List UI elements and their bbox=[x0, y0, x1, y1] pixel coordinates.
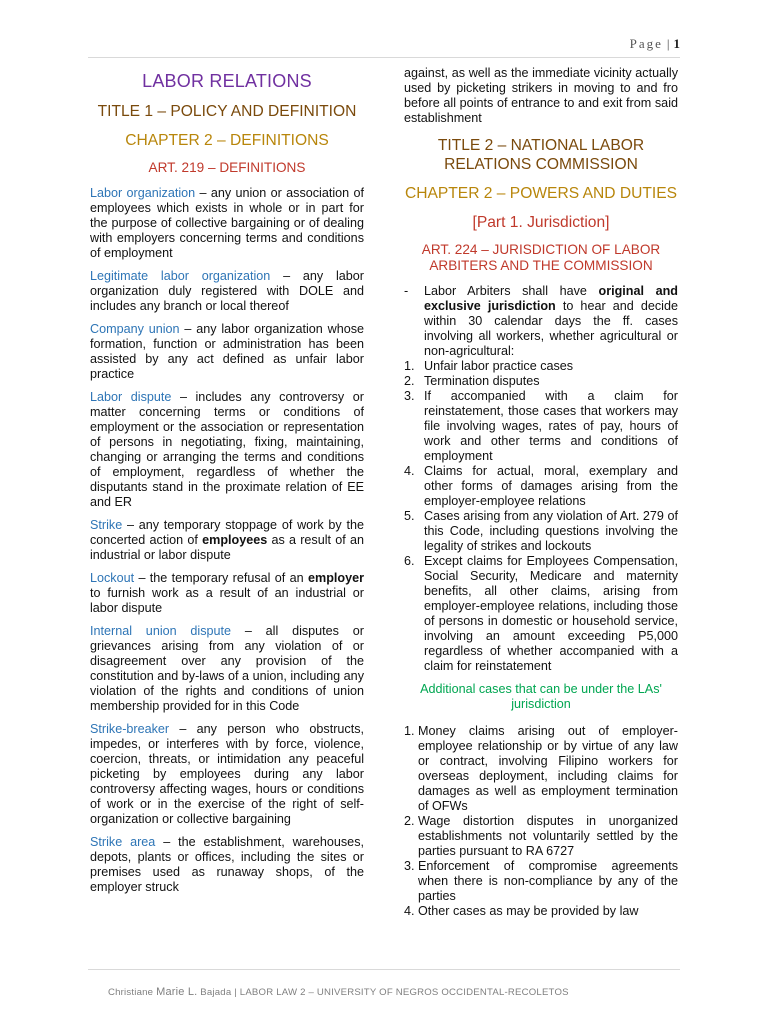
additional-case-item bbox=[404, 904, 678, 919]
chapter-heading: CHAPTER 2 – DEFINITIONS bbox=[125, 132, 329, 149]
definition-text: – any temporary stoppage of work by the concerted action of bbox=[90, 518, 364, 547]
definition-bold: employees bbox=[202, 533, 268, 547]
case-number: 2. bbox=[404, 374, 415, 388]
case-number: 1. bbox=[404, 359, 415, 373]
definition-text: – any person who obstructs, impedes, or interferes with by force, violence, coercion, threats, or intimidation any peaceful picketing by employees during any labor controversy affecting wages, hours or conditions of work or in the exercise of the right of self-organization or collective bargaining bbox=[90, 722, 364, 826]
definition-text: – all disputes or grievances arising from any violation of or disagreement over any provision of the constitution and by-laws of a union, including any violation of the rights and conditions of union membership provided for in this Code bbox=[90, 624, 364, 713]
additional-case-item bbox=[404, 859, 678, 904]
left-column bbox=[90, 66, 364, 903]
definition-text: – the temporary refusal of an bbox=[134, 571, 308, 585]
definition-text: – any labor organization whose formation, function or administration has been assisted by any act defined as unfair labor practice bbox=[90, 322, 364, 381]
definition-text-rest: as a result of an industrial or labor dispute bbox=[90, 533, 365, 562]
definition-item bbox=[90, 571, 364, 616]
chapter-heading-right: CHAPTER 2 – POWERS AND DUTIES bbox=[404, 185, 678, 202]
case-item bbox=[404, 359, 678, 374]
footer-divider bbox=[88, 969, 680, 970]
case-number: 5. bbox=[404, 509, 415, 523]
additional-case-number: 3. bbox=[404, 859, 415, 873]
definition-term: Legitimate labor organization bbox=[90, 269, 271, 283]
dash-marker: - bbox=[404, 284, 409, 298]
main-title: LABOR RELATIONS bbox=[142, 71, 312, 91]
case-text: If accompanied with a claim for reinstatement, those cases that workers may file involving wages, rates of pay, hours of work and other terms and conditions of employment bbox=[424, 389, 678, 463]
case-item bbox=[404, 509, 678, 554]
definition-item bbox=[90, 390, 364, 510]
additional-case-text: Wage distortion disputes in unorganized establishments not voluntarily settled by the parties pursuant to RA 6727 bbox=[418, 814, 678, 858]
intro-text-rest: to hear and decide within 30 calendar days the ff. cases involving all workers, whether agricultural or non-agricultural: bbox=[424, 299, 678, 358]
additional-case-number: 2. bbox=[404, 814, 415, 828]
case-item bbox=[404, 374, 678, 389]
case-item bbox=[404, 554, 678, 674]
definitions-list bbox=[90, 186, 364, 895]
definition-bold: employer bbox=[308, 571, 364, 585]
additional-case-text: Money claims arising out of employer-employee relationship or by virtue of any law or contract, involving Filipino workers for overseas deployment, including claims for damages as well as employment termination of OFWs bbox=[418, 724, 678, 813]
case-text: Except claims for Employees Compensation, Social Security, Medicare and maternity benefits, all other claims, arising from employer-employee relations, including those of persons in domestic or household service, involving an amount exceeding P5,000 regardless of whether accompanied with a claim for reinstatement bbox=[424, 554, 678, 673]
definition-item bbox=[90, 835, 364, 895]
footer-last: Bajada bbox=[200, 987, 232, 998]
case-number: 3. bbox=[404, 389, 415, 403]
definition-term: Strike bbox=[90, 518, 123, 532]
case-item bbox=[404, 389, 678, 464]
definition-item bbox=[90, 722, 364, 827]
right-column bbox=[404, 66, 678, 919]
case-text: Claims for actual, moral, exemplary and other forms of damages arising from the employer-employee relations bbox=[424, 464, 678, 508]
part-heading: [Part 1. Jurisdiction] bbox=[472, 214, 610, 231]
definition-text: – any labor organization duly registered with DOLE and includes any branch or local thereof bbox=[90, 269, 364, 313]
article-heading: ART. 219 – DEFINITIONS bbox=[148, 160, 306, 175]
definition-item bbox=[90, 186, 364, 261]
definition-text: – includes any controversy or matter concerning terms or conditions of employment or the association or representation of persons in negotiating, fixing, maintaining, changing or arranging the terms and conditions of employment, regardless of whether the disputants stand in the proximate relation of EE and ER bbox=[90, 390, 364, 509]
page-label: Page bbox=[629, 36, 663, 51]
additional-case-number: 4. bbox=[404, 904, 415, 918]
definition-term: Labor organization bbox=[90, 186, 196, 200]
definition-text: – any union or association of employees which exists in whole or in part for the purpose of collective bargaining or of dealing with employers concerning terms and conditions of employment bbox=[90, 186, 365, 260]
intro-text: Labor Arbiters shall have bbox=[424, 284, 599, 298]
definition-term: Strike-breaker bbox=[90, 722, 170, 736]
page-number: 1 bbox=[673, 36, 680, 51]
additional-case-item bbox=[404, 724, 678, 814]
definition-item bbox=[90, 518, 364, 563]
header-divider bbox=[88, 57, 680, 58]
title-heading: TITLE 1 – POLICY AND DEFINITION bbox=[97, 103, 357, 120]
additional-case-text: Enforcement of compromise agreements when there is non-compliance by any of the parties bbox=[418, 859, 678, 903]
definition-item bbox=[90, 269, 364, 314]
continuation-text: against, as well as the immediate vicinity actually used by picketing strikers in moving to and fro before all points of entrance to and exit from said establishment bbox=[404, 66, 678, 125]
case-text: Unfair labor practice cases bbox=[424, 359, 574, 373]
additional-heading: Additional cases that can be under the LAs' jurisdiction bbox=[420, 682, 662, 711]
page-header: Page | 1 bbox=[629, 36, 680, 51]
case-number: 6. bbox=[404, 554, 415, 568]
case-number: 4. bbox=[404, 464, 415, 478]
case-item bbox=[404, 464, 678, 509]
definition-item bbox=[90, 624, 364, 714]
definition-item bbox=[90, 322, 364, 382]
case-text: Cases arising from any violation of Art. 279 of this Code, including questions involving the legality of strikes and lockouts bbox=[424, 509, 678, 553]
jurisdiction-intro bbox=[404, 284, 678, 359]
definition-text-rest: to furnish work as a result of an industrial or labor dispute bbox=[90, 586, 364, 615]
footer-middle: Marie L. bbox=[156, 986, 198, 998]
footer-first: Christiane bbox=[108, 987, 154, 998]
cases-list bbox=[404, 359, 678, 674]
definition-term: Lockout bbox=[90, 571, 135, 585]
title-2-heading: TITLE 2 – NATIONAL LABOR RELATIONS COMMISSION bbox=[437, 137, 645, 173]
footer-rest: | LABOR LAW 2 – UNIVERSITY OF NEGROS OCCIDENTAL-RECOLETOS bbox=[231, 987, 569, 998]
definition-term: Labor dispute bbox=[90, 390, 172, 404]
additional-case-text: Other cases as may be provided by law bbox=[418, 904, 639, 918]
article-224-heading: ART. 224 – JURISDICTION OF LABOR ARBITERS AND THE COMMISSION bbox=[421, 242, 661, 273]
page-footer bbox=[108, 986, 569, 998]
definition-text: – the establishment, warehouses, depots, plants or offices, including the sites or premises used as runaway shops, of the employer struck bbox=[90, 835, 364, 894]
additional-cases-list bbox=[404, 724, 678, 919]
additional-case-item bbox=[404, 814, 678, 859]
case-text: Termination disputes bbox=[424, 374, 540, 388]
definition-term: Strike area bbox=[90, 835, 156, 849]
additional-case-number: 1. bbox=[404, 724, 415, 738]
intro-bold: original and exclusive jurisdiction bbox=[424, 284, 678, 313]
definition-term: Company union bbox=[90, 322, 180, 336]
definition-term: Internal union dispute bbox=[90, 624, 232, 638]
